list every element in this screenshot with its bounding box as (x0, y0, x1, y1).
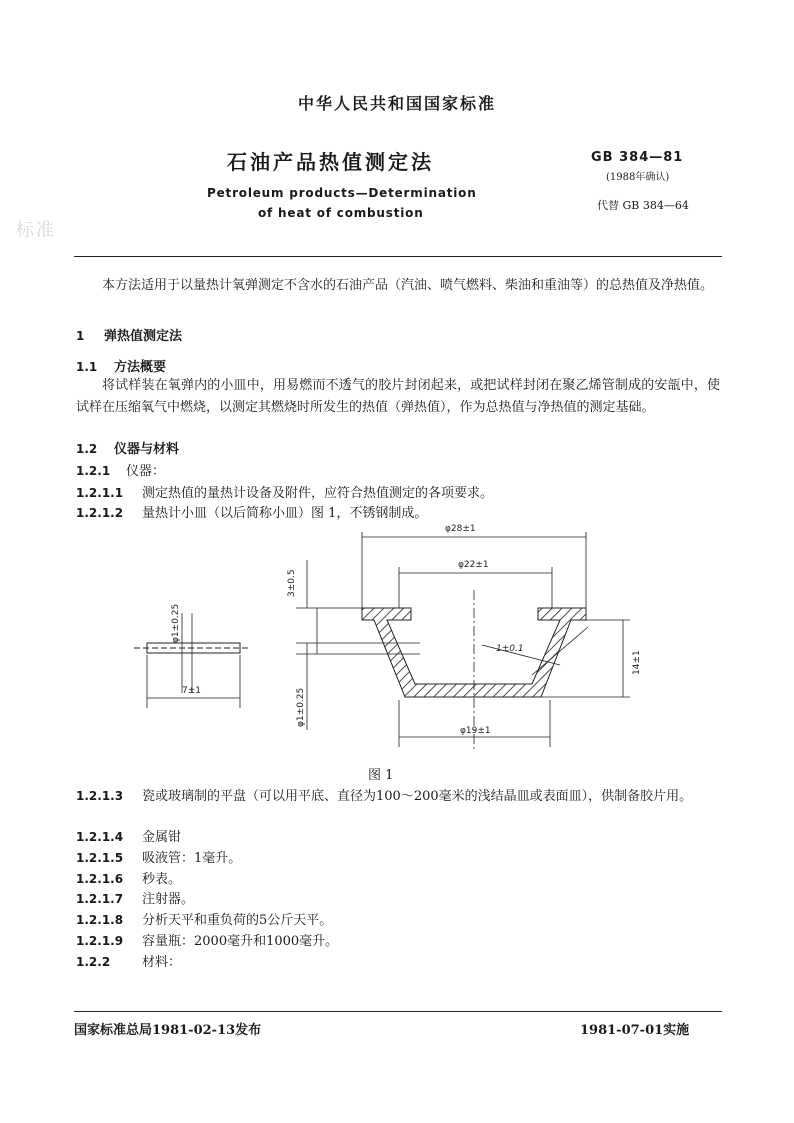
clause-text: 金属钳 (142, 830, 182, 845)
clause-1-2-1-8 (76, 909, 332, 928)
clause-text: 量热计小皿（以后简称小皿）图 1，不锈钢制成。 (142, 506, 428, 521)
clause-text: 仪器： (126, 464, 166, 479)
clause-number: 1.2.1.5 (76, 851, 124, 865)
label-h14: 14±1 (632, 650, 642, 675)
standard-code: GB 384—81 (591, 150, 684, 165)
clause-text: 容量瓶：2000毫升和1000毫升。 (142, 934, 339, 949)
clause-1-2-1-9 (76, 930, 338, 949)
section-number: 1.2 (76, 442, 98, 456)
figure-1-dish-drawing (120, 515, 660, 765)
label-thickness: 1±0.1 (496, 644, 524, 654)
clause-1-2-1-3 (76, 785, 720, 808)
clause-number: 1.2.1.6 (76, 872, 124, 886)
document-title-en-line1: Petroleum products—Determination (207, 186, 477, 200)
watermark-text: 标准 (16, 220, 56, 241)
label-h3: 3±0.5 (287, 569, 297, 597)
confirmation-note: (1988年确认) (606, 172, 670, 183)
clause-text: 秒表。 (142, 872, 182, 887)
figure-caption: 图 1 (368, 768, 394, 783)
clause-text: 分析天平和重负荷的5公斤天平。 (142, 913, 333, 928)
label-phi22: φ22±1 (458, 560, 489, 570)
effective-date: 1981-07-01实施 (580, 1023, 690, 1038)
label-phi28: φ28±1 (445, 524, 476, 534)
label-phi19: φ19±1 (460, 726, 491, 736)
clause-1-2-1 (76, 460, 165, 479)
document-title-cn: 石油产品热值测定法 (227, 150, 434, 174)
label-phi-bot: φ1±0.25 (296, 687, 306, 727)
document-title-en-line2: of heat of combustion (258, 206, 424, 220)
section-number: 1.1 (76, 360, 98, 374)
header-rule (74, 256, 722, 257)
clause-1-2-1-6 (76, 868, 181, 887)
clause-number: 1.2.1 (76, 464, 111, 478)
clause-number: 1.2.1.1 (76, 486, 124, 500)
section-1-2-heading (76, 438, 179, 457)
section-number: 1 (76, 329, 85, 343)
clause-1-2-1-5 (76, 847, 241, 866)
clause-text: 瓷或玻璃制的平盘（可以用平底、直径为100～200毫米的浅结晶皿或表面皿），供制备胶片用。 (142, 789, 693, 804)
summary-paragraph: 将试样装在氧弹内的小皿中，用易燃而不透气的胶片封闭起来，或把试样封闭在聚乙烯管制成的安瓿中，使试样在压缩氧气中燃烧，以测定其燃烧时所发生的热值（弹热值），作为总热值与净热值的测定基础。 (76, 378, 720, 415)
section-title: 仪器与材料 (114, 442, 180, 457)
clause-number: 1.2.1.7 (76, 892, 124, 906)
section-1-heading (76, 325, 182, 344)
clause-number: 1.2.1.9 (76, 934, 124, 948)
clause-number: 1.2.1.3 (76, 789, 124, 803)
footer-rule (74, 1011, 722, 1012)
clause-text: 材料： (142, 955, 182, 970)
national-standard-heading: 中华人民共和国国家标准 (297, 94, 496, 113)
clause-number: 1.2.1.2 (76, 506, 124, 520)
section-title: 弹热值测定法 (104, 329, 183, 344)
replaces-note: 代替 GB 384—64 (597, 199, 689, 212)
label-w7: 7±1 (182, 686, 201, 696)
issued-date: 国家标准总局1981-02-13发布 (74, 1023, 262, 1038)
clause-1-2-1-1 (76, 482, 493, 501)
clause-number: 1.2.1.8 (76, 913, 124, 927)
label-phi-top: φ1±0.25 (171, 603, 181, 643)
clause-text: 注射器。 (142, 892, 195, 907)
section-title: 方法概要 (114, 360, 167, 375)
clause-text: 测定热值的量热计设备及附件，应符合热值测定的各项要求。 (142, 486, 494, 501)
section-1-1-heading (76, 356, 166, 375)
clause-text: 吸液管：1毫升。 (142, 851, 242, 866)
clause-1-2-2 (76, 951, 181, 970)
clause-1-2-1-7 (76, 888, 194, 907)
clause-number: 1.2.2 (76, 955, 111, 969)
intro-paragraph: 本方法适用于以量热计氧弹测定不含水的石油产品（汽油、喷气燃料、柴油和重油等）的总热值及净热值。 (102, 278, 714, 293)
clause-number: 1.2.1.4 (76, 830, 124, 844)
clause-1-2-1-4 (76, 826, 181, 845)
